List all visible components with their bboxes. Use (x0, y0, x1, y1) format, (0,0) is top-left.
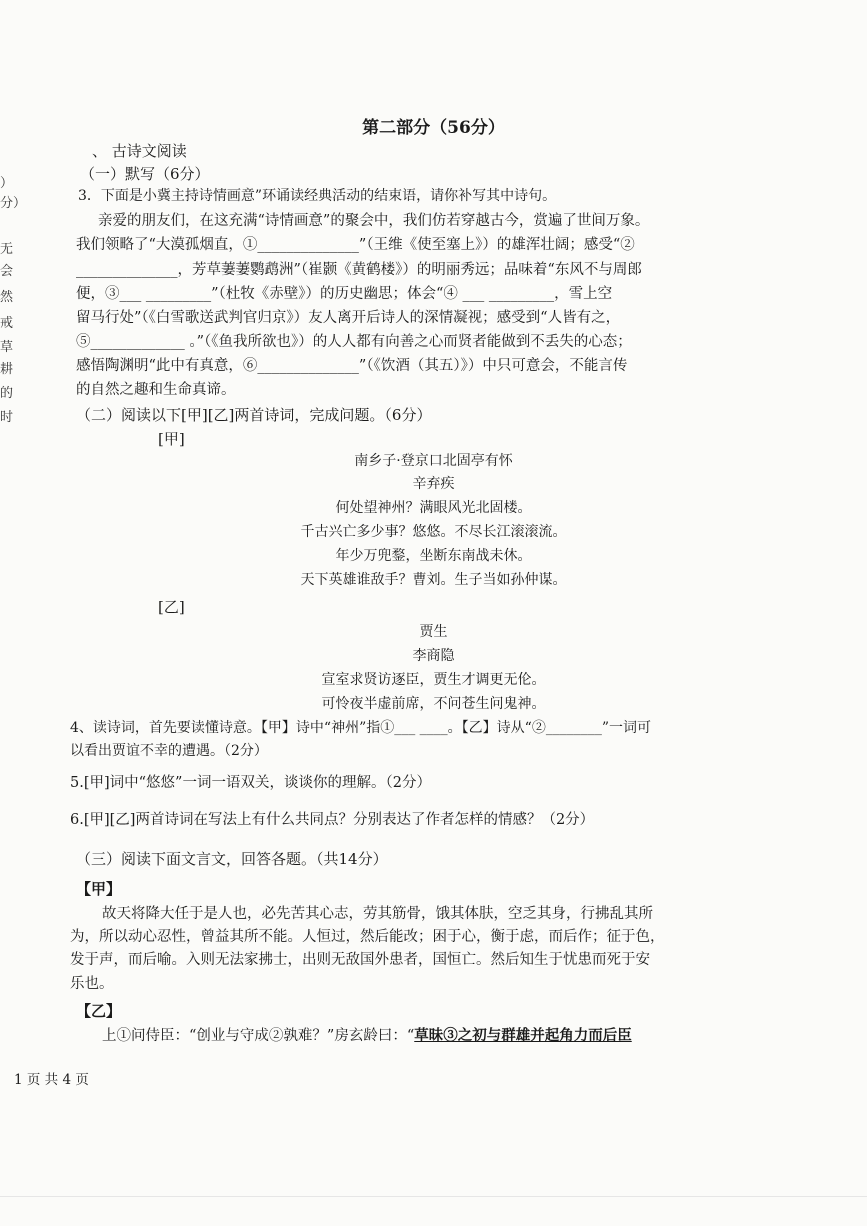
poem-title: 南乡子·登京口北固亭有怀 (354, 453, 513, 469)
poem-marker: [乙] (158, 598, 185, 616)
passage-line: 亲爱的朋友们，在这充满“诗情画意”的聚会中，我们仿若穿越古今，赏遍了世间万象。 (98, 213, 650, 229)
prose-marker: 【甲】 (76, 880, 122, 898)
passage-line: 留马行处”（《白雪歌送武判官归京》）友人离开后诗人的深情凝视；感受到“人皆有之， (76, 310, 621, 326)
subsection-heading: （三）阅读下面文言文，回答各题。（共14分） (76, 850, 388, 868)
underlined-text: 草昧③之初与群雄并起角力而后臣 (414, 1027, 632, 1044)
section-heading: 、 古诗文阅读 (92, 142, 187, 160)
poem-line: 宣室求贤访逐臣，贾生才调更无伦。 (321, 672, 546, 688)
margin-char: 的 (0, 386, 14, 401)
passage-line: ______________，芳草萋萋鹦鹉洲”（崔颢《黄鹤楼》）的明丽秀远；品味着“东风不与周郎 (76, 262, 642, 278)
poem-line: 何处望神州？满眼风光北固楼。 (335, 500, 532, 516)
subsection-heading: （一）默写（6分） (80, 165, 210, 183)
page-title: 第二部分（56分） (362, 118, 505, 138)
subsection-heading: （二）阅读以下[甲][乙]两首诗词，完成问题。（6分） (76, 406, 432, 424)
page-footer: 1 页 共 4 页 (14, 1072, 89, 1088)
poem-line: 年少万兜鍪，坐断东南战未休。 (335, 548, 532, 564)
bottom-border (0, 1196, 867, 1197)
poem-marker: [甲] (158, 430, 185, 448)
prose-marker: 【乙】 (76, 1002, 122, 1020)
question-6: 6.[甲][乙]两首诗词在写法上有什么共同点？分别表达了作者怎样的情感？（2分） (70, 812, 595, 828)
margin-char: 耕 (0, 362, 14, 377)
question-4: 4、读诗词，首先要读懂诗意。【甲】诗中“神州”指①___ ____。【乙】诗从“②________”一词可 (70, 720, 651, 736)
poem-title: 贾生 (419, 624, 448, 640)
poem-author: 辛弃疾 (412, 476, 455, 492)
passage-line: 便，③___ _________”（杜牧《赤壁》）的历史幽思；体会“④ ___ _________，雪上空 (76, 286, 613, 302)
margin-char: 时 (0, 410, 14, 425)
prose-line: 为，所以动心忍性，曾益其所不能。人恒过，然后能改；困于心，衡于虑，而后作；征于色， (70, 929, 665, 945)
margin-char: 无 (0, 242, 14, 257)
margin-char: 草 (0, 340, 14, 355)
prose-line: 发于声，而后喻。入则无法家拂士，出则无敌国外患者，国恒亡。然后知生于忧患而死于安 (70, 952, 650, 968)
prose-line: 乐也。 (70, 976, 114, 992)
margin-char: 然 (0, 290, 14, 305)
prose-text: 上①问侍臣：“创业与守成②孰难？”房玄龄曰：“ (102, 1028, 415, 1044)
passage-line: 的自然之趣和生命真谛。 (76, 382, 236, 398)
question-3: 3．下面是小冀主持诗情画意”环诵读经典活动的结束语，请你补写其中诗句。 (78, 188, 557, 204)
passage-line: 我们领略了“大漠孤烟直，①______________”（王维《使至塞上》）的雄浑壮阔；感受“② (76, 237, 635, 253)
question-4: 以看出贾谊不幸的遭遇。（2分） (70, 743, 268, 759)
margin-char: ） (0, 176, 14, 191)
passage-line: 感悟陶渊明“此中有真意，⑥______________”（《饮酒（其五）》）中只可意会，不能言传 (76, 358, 628, 374)
margin-char: 会 (0, 264, 14, 279)
question-5: 5.[甲]词中“悠悠”一词一语双关，谈谈你的理解。（2分） (70, 775, 431, 791)
poem-author: 李商隐 (412, 648, 455, 664)
prose-line: 故天将降大任于是人也，必先苦其心志，劳其筋骨，饿其体肤，空乏其身，行拂乱其所 (102, 906, 653, 922)
margin-char: 分） (0, 196, 27, 211)
poem-line: 可怜夜半虚前席，不问苍生问鬼神。 (321, 696, 546, 712)
margin-char: 戒 (0, 316, 14, 331)
passage-line: ⑤_____________ 。”（《鱼我所欲也》）的人人都有向善之心而贤者能做到不丢失的心态； (76, 334, 632, 350)
poem-line: 天下英雄谁敌手？曹刘。生子当如孙仲谋。 (300, 572, 567, 588)
poem-line: 千古兴亡多少事？悠悠。不尽长江滚滚流。 (300, 524, 567, 540)
prose-line (102, 1027, 632, 1045)
